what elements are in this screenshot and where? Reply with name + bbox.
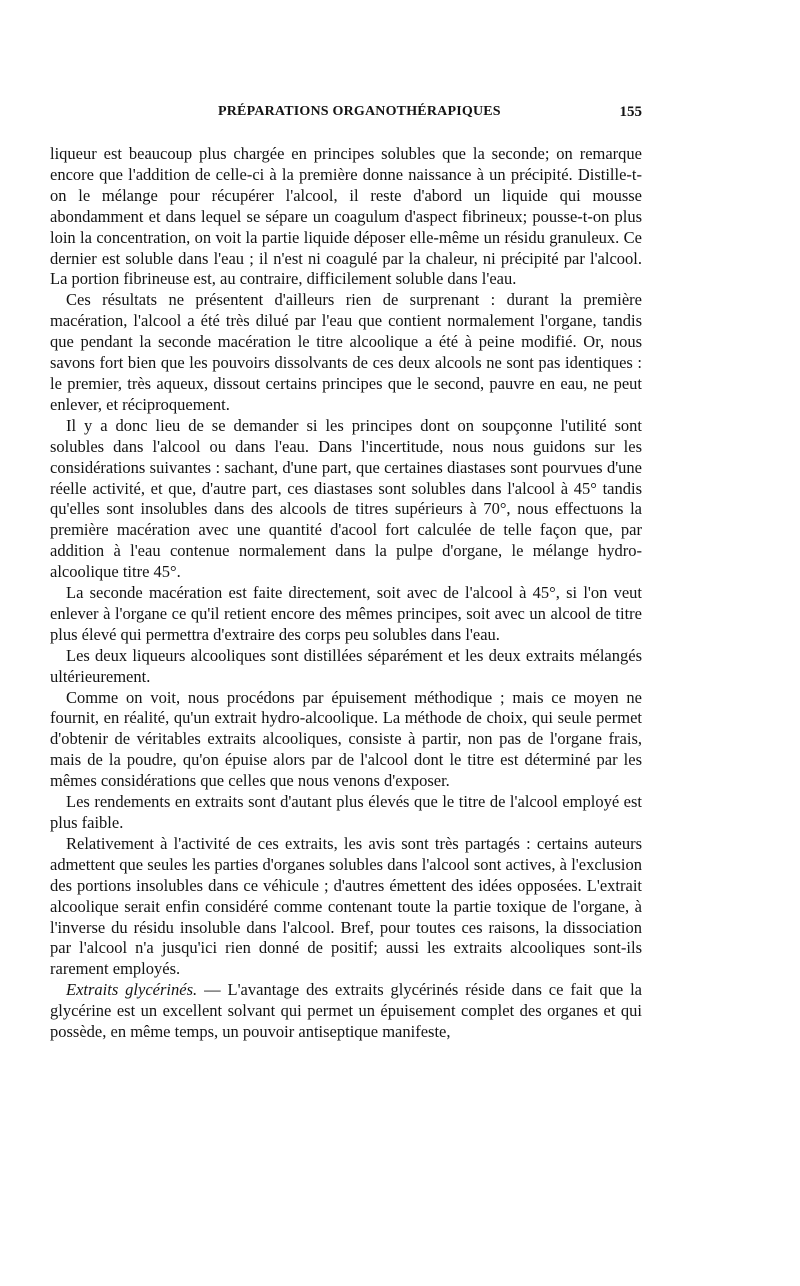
paragraph-4: La seconde macération est faite directement, soit avec de l'alcool à 45°, si l'on veut enlever à l'organe ce qu'il retient encore des mêmes principes, soit avec un alcool de titre plus élevé qui permettra d'extraire des corps peu solubles dans l'eau. [50, 583, 642, 644]
paragraph-5: Les deux liqueurs alcooliques sont distillées séparément et les deux extraits mélangés ultérieurement. [50, 645, 642, 686]
paragraph-1: liqueur est beaucoup plus chargée en principes solubles que la seconde; on remarque encore que l'addition de celle-ci à la première donne naissance à un précipité. Distille-t-on le mélange pour récupérer l'alcool, il reste d'abord un liquide qui mousse abondamment et dans lequel se sépare un coagulum d'aspect fibrineux; pousse-t-on plus loin la concentration, on voit la partie liquide déposer elle-même un résidu granuleux. Ce dernier est soluble dans l'eau ; il n'est ni coagulé par la chaleur, ni précipité par l'alcool. La portion fibrineuse est, au contraire, difficilement soluble dans l'eau. [50, 144, 642, 289]
paragraph-9-text: — L'avantage des extraits glycérinés réside dans ce fait que la glycérine est un excellent solvant qui permet un épuisement complet des organes et qui possède, en même temps, un pouvoir antiseptique manifeste, [50, 980, 642, 1042]
page-header [50, 104, 642, 126]
body-text [50, 144, 642, 1043]
paragraph-9 [50, 980, 642, 1043]
paragraph-6: Comme on voit, nous procédons par épuisement méthodique ; mais ce moyen ne fournit, en réalité, qu'un extrait hydro-alcoolique. La méthode de choix, qui seule permet d'obtenir de véritables extraits alcooliques, consiste à partir, non pas de l'organe frais, mais de la poudre, qu'on épuise alors par de l'alcool dont le titre est déterminé par les mêmes considérations que celles que nous venons d'exposer. [50, 687, 642, 791]
paragraph-3: Il y a donc lieu de se demander si les principes dont on soupçonne l'utilité sont solubles dans l'alcool ou dans l'eau. Dans l'incertitude, nous nous guidons sur les considérations suivantes : sachant, d'une part, que certaines diastases sont pourvues d'une réelle activité, et que, d'autre part, ces diastases sont solubles dans l'alcool à 45° tandis qu'elles sont insolubles dans des alcools de titres supérieurs à 70°, nous effectuons la première macération avec une quantité d'acool fort calculée de telle façon que, par addition à l'eau contenue normalement dans la pulpe d'organe, le mélange hydro-alcoolique titre 45°. [50, 415, 642, 582]
paragraph-7: Les rendements en extraits sont d'autant plus élevés que le titre de l'alcool employé est plus faible. [50, 792, 642, 832]
page-number: 155 [619, 104, 642, 120]
paragraph-8: Relativement à l'activité de ces extraits, les avis sont très partagés : certains auteurs admettent que seules les parties d'organes solubles dans l'alcool sont actives, à l'exclusion des portions insolubles dans ce véhicule ; d'autres émettent des idées opposées. L'extrait alcoolique serait enfin considéré comme contenant toute la partie toxique de l'organe, à l'inverse du résidu insoluble dans l'alcool. Bref, pour toutes ces raisons, la dissociation par l'alcool n'a jusqu'ici rien donné de positif; aussi les extraits alcooliques sont-ils rarement employés. [50, 833, 642, 979]
section-run-in-heading: Extraits glycérinés. [66, 980, 198, 1000]
running-head: PRÉPARATIONS ORGANOTHÉRAPIQUES [218, 104, 501, 119]
paragraph-2: Ces résultats ne présentent d'ailleurs rien de surprenant : durant la première macération, l'alcool a été très dilué par l'eau que contient normalement l'organe, tandis que pendant la seconde macération le titre alcoolique a été à peine modifié. Or, nous savons fort bien que les pouvoirs dissolvants de ces deux alcools ne sont pas identiques : le premier, très aqueux, dissout certains principes que le second, pauvre en eau, ne peut enlever, et réciproquement. [50, 290, 642, 414]
